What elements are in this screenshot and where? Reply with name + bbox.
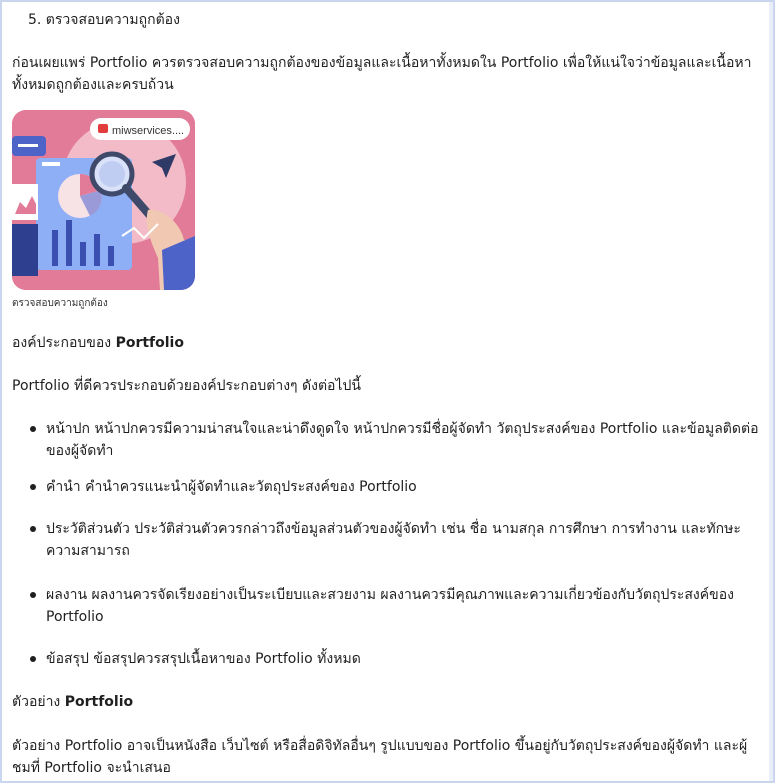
list-item [26, 476, 764, 498]
list-item-text: หน้าปก หน้าปกควรมีความน่าสนใจและน่าดึงดูดใจ หน้าปกควรมีชื่อผู้จัดทำ วัตถุประสงค์ของ Portfolio และข้อมูลติดต่อของผู้จัดทำ [46, 421, 759, 459]
list-item [26, 418, 764, 462]
list-item [26, 584, 764, 628]
bullet-icon [30, 426, 36, 432]
components-heading-bold: Portfolio [115, 335, 184, 351]
list-item [26, 648, 764, 670]
list-item-text: ประวัติส่วนตัว ประวัติส่วนตัวควรกล่าวถึงข้อมูลส่วนตัวของผู้จัดทำ เช่น ชื่อ นามสกุล การศึกษา การทำงาน และทักษะความสามารถ [46, 521, 741, 559]
url-chip-text: miwservices.... [112, 125, 185, 137]
image-caption: ตรวจสอบความถูกต้อง [12, 298, 108, 309]
example-heading [12, 691, 133, 713]
components-intro: Portfolio ที่ดีควรประกอบด้วยองค์ประกอบต่างๆ ดังต่อไปนี้ [12, 378, 361, 394]
example-heading-bold: Portfolio [64, 694, 134, 710]
intro-paragraph: ก่อนเผยแพร่ Portfolio ควรตรวจสอบความถูกต้องของข้อมูลและเนื้อหาทั้งหมดใน Portfolio เพื่อให้แน่ใจว่าข้อมูลและเนื้อหาทั้งหมดถูกต้องและครบถ้วน [12, 55, 752, 93]
components-heading [12, 332, 184, 354]
bullet-icon [30, 592, 36, 598]
example-heading-prefix: ตัวอย่าง [12, 694, 61, 710]
components-heading-prefix: องค์ประกอบของ [12, 335, 112, 351]
list-item-text: ผลงาน ผลงานควรจัดเรียงอย่างเป็นระเบียบและสวยงาม ผลงานควรมีคุณภาพและความเกี่ยวข้องกับวัตถุประสงค์ของ Portfolio [46, 587, 734, 625]
bullet-icon [30, 656, 36, 662]
example-paragraph: ตัวอย่าง Portfolio อาจเป็นหนังสือ เว็บไซต์ หรือสื่อดิจิทัลอื่นๆ รูปแบบของ Portfolio ขึ้นอยู่กับวัตถุประสงค์ของผู้จัดทำ และผู้ชมที่ Portfolio จะนำเสนอ [12, 738, 748, 776]
magnifier-chart-illustration [12, 110, 195, 290]
page-scroll-edge[interactable] [769, 2, 773, 781]
verification-illustration [12, 110, 195, 290]
list-item-text: คำนำ คำนำควรแนะนำผู้จัดทำและวัตถุประสงค์ของ Portfolio [46, 479, 417, 495]
bullet-icon [30, 526, 36, 532]
bullet-icon [30, 484, 36, 490]
list-item [26, 518, 764, 562]
step-heading: 5. ตรวจสอบความถูกต้อง [28, 12, 180, 28]
list-item-text: ข้อสรุป ข้อสรุปควรสรุปเนื้อหาของ Portfolio ทั้งหมด [46, 651, 361, 667]
